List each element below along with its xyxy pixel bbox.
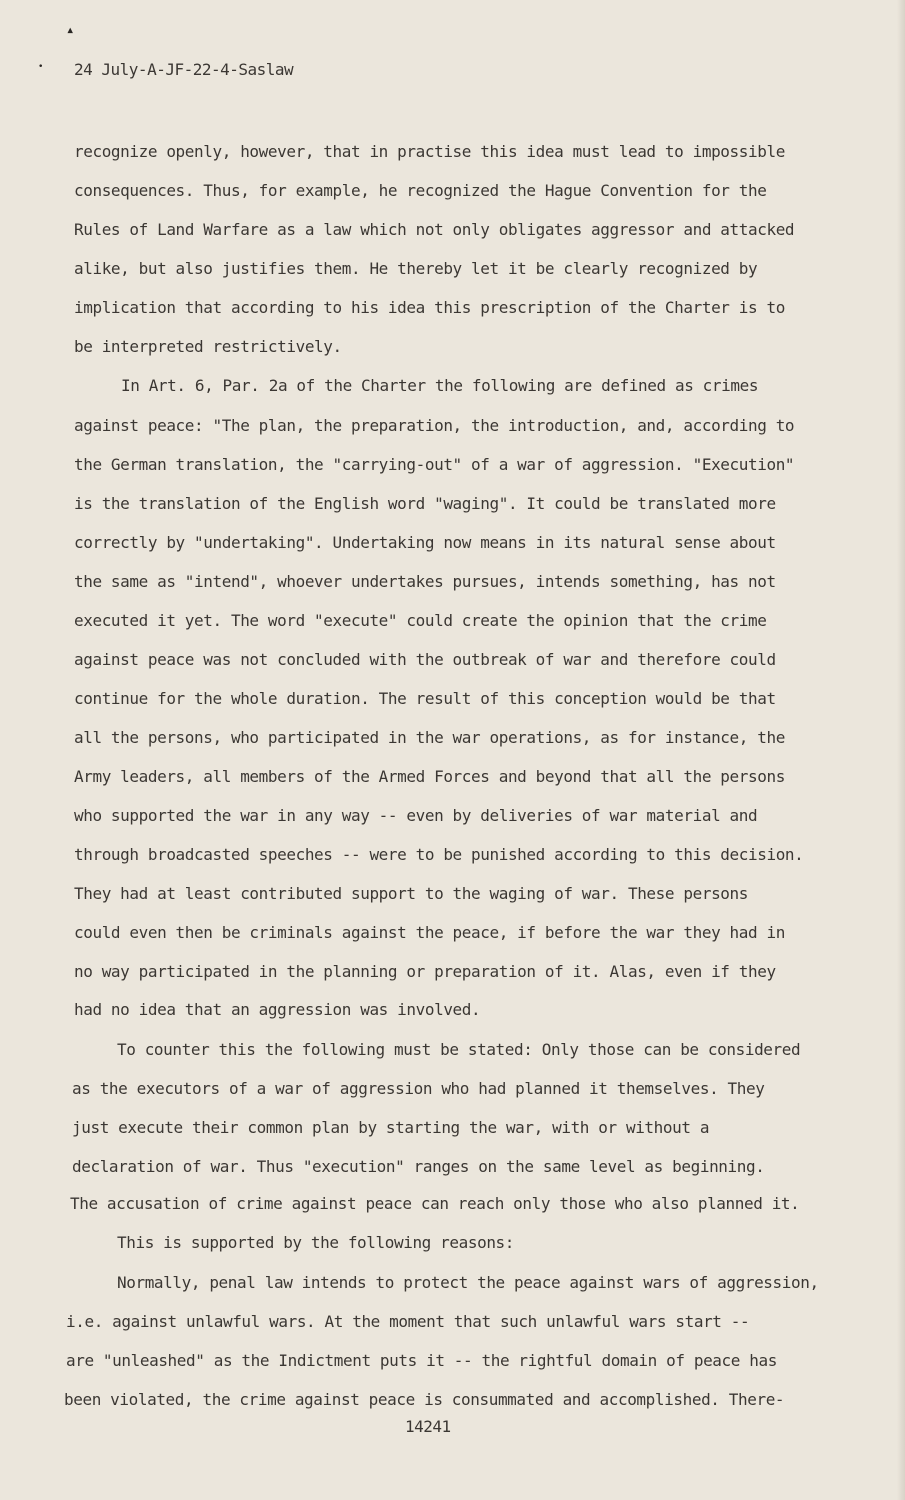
text-line-30: Normally, penal law intends to protect the peace against wars of aggression, <box>117 1273 819 1292</box>
text-line-23: had no idea that an aggression was involved. <box>74 1000 481 1019</box>
text-line-16: all the persons, who participated in the war operations, as for instance, the <box>74 728 785 747</box>
text-line-25: as the executors of a war of aggression who had planned it themselves. They <box>72 1079 765 1098</box>
text-line-22: no way participated in the planning or preparation of it. Alas, even if they <box>74 962 776 981</box>
text-line-6: be interpreted restrictively. <box>74 337 342 356</box>
text-line-28: The accusation of crime against peace can reach only those who also planned it. <box>70 1194 800 1213</box>
text-line-26: just execute their common plan by starting the war, with or without a <box>72 1118 710 1137</box>
text-line-5: implication that according to his idea this prescription of the Charter is to <box>74 298 785 317</box>
text-line-19: through broadcasted speeches -- were to be punished according to this decision. <box>74 845 804 864</box>
page-header: 24 July-A-JF-22-4-Saslaw <box>74 60 294 79</box>
text-line-11: correctly by "undertaking". Undertaking now means in its natural sense about <box>74 533 776 552</box>
text-line-33: been violated, the crime against peace is consummated and accomplished. There- <box>64 1390 785 1409</box>
text-line-9: the German translation, the "carrying-out" of a war of aggression. "Execution" <box>74 455 795 474</box>
text-line-15: continue for the whole duration. The result of this conception would be that <box>74 689 776 708</box>
text-line-12: the same as "intend", whoever undertakes pursues, intends something, has not <box>74 572 776 591</box>
text-line-24: To counter this the following must be stated: Only those can be considered <box>117 1040 801 1059</box>
text-line-31: i.e. against unlawful wars. At the moment that such unlawful wars start -- <box>66 1312 750 1331</box>
text-line-21: could even then be criminals against the peace, if before the war they had in <box>74 923 785 942</box>
text-line-8: against peace: "The plan, the preparation, the introduction, and, according to <box>74 416 795 435</box>
text-line-2: consequences. Thus, for example, he recognized the Hague Convention for the <box>74 181 767 200</box>
text-line-17: Army leaders, all members of the Armed Forces and beyond that all the persons <box>74 767 785 786</box>
page-number: 14241 <box>405 1417 451 1436</box>
text-line-13: executed it yet. The word "execute" could create the opinion that the crime <box>74 611 767 630</box>
text-line-20: They had at least contributed support to the waging of war. These persons <box>74 884 748 903</box>
corner-mark: ▴ <box>66 22 75 38</box>
text-line-29: This is supported by the following reasons: <box>117 1233 515 1252</box>
text-line-27: declaration of war. Thus "execution" ranges on the same level as beginning. <box>72 1157 765 1176</box>
text-line-32: are "unleashed" as the Indictment puts it -- the rightful domain of peace has <box>66 1351 777 1370</box>
text-line-4: alike, but also justifies them. He thereby let it be clearly recognized by <box>74 259 758 278</box>
text-line-10: is the translation of the English word "waging". It could be translated more <box>74 494 776 513</box>
text-line-14: against peace was not concluded with the outbreak of war and therefore could <box>74 650 776 669</box>
text-line-18: who supported the war in any way -- even by deliveries of war material and <box>74 806 758 825</box>
text-line-1: recognize openly, however, that in practise this idea must lead to impossible <box>74 142 785 161</box>
margin-mark: • <box>38 62 44 72</box>
text-line-3: Rules of Land Warfare as a law which not only obligates aggressor and attacked <box>74 220 795 239</box>
text-line-7: In Art. 6, Par. 2a of the Charter the following are defined as crimes <box>121 376 759 395</box>
